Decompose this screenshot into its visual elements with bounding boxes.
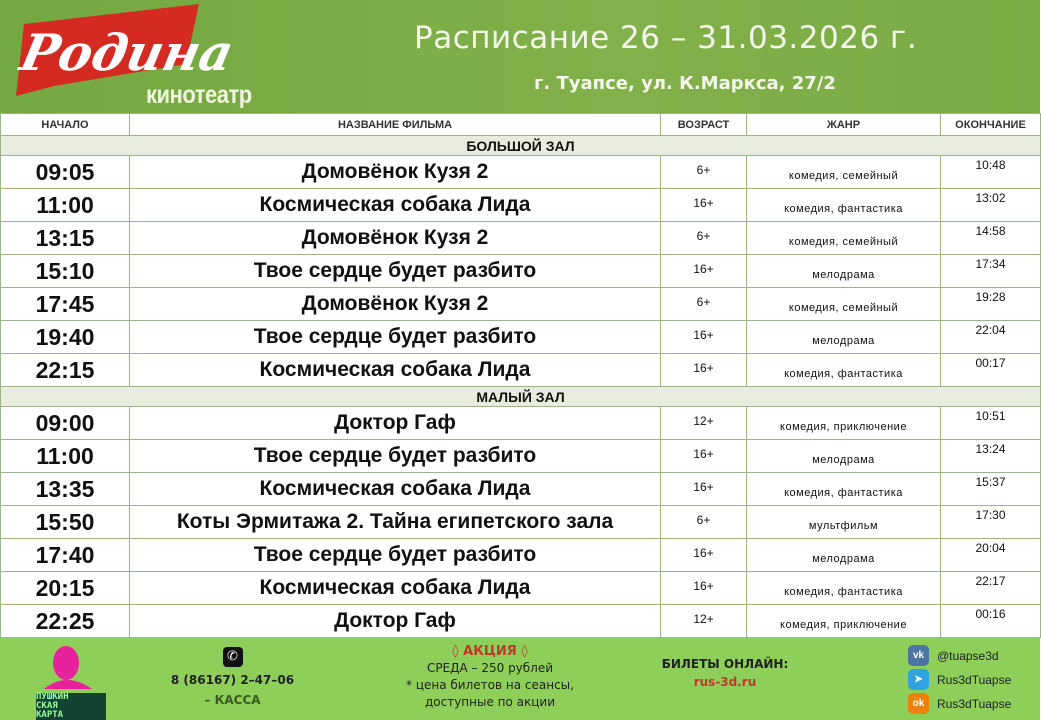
ok-icon: ok bbox=[908, 693, 929, 714]
end-time: 10:51 bbox=[941, 407, 1041, 440]
table-row[interactable] bbox=[1, 407, 1041, 440]
address: г. Туапсе, ул. К.Маркса, 27/2 bbox=[534, 73, 836, 94]
genre: комедия, фантастика bbox=[747, 354, 941, 387]
age-rating: 6+ bbox=[661, 288, 747, 321]
genre: комедия, фантастика bbox=[747, 572, 941, 605]
film-title: Космическая собака Лида bbox=[130, 572, 661, 605]
svg-text:Родина: Родина bbox=[15, 23, 239, 82]
end-time: 13:02 bbox=[941, 189, 1041, 222]
col-start: НАЧАЛО bbox=[1, 114, 130, 136]
genre: мелодрама bbox=[747, 321, 941, 354]
age-rating: 16+ bbox=[661, 539, 747, 572]
hall-row bbox=[1, 387, 1041, 407]
end-time: 20:04 bbox=[941, 539, 1041, 572]
end-time: 22:04 bbox=[941, 321, 1041, 354]
start-time: 22:25 bbox=[1, 605, 130, 638]
online-link[interactable]: rus-3d.ru bbox=[693, 675, 757, 689]
genre: комедия, фантастика bbox=[747, 473, 941, 506]
online-label: БИЛЕТЫ ОНЛАЙН: bbox=[661, 657, 789, 671]
table-row[interactable] bbox=[1, 321, 1041, 354]
age-rating: 16+ bbox=[661, 354, 747, 387]
end-time: 10:48 bbox=[941, 156, 1041, 189]
film-title: Коты Эрмитажа 2. Тайна египетского зала bbox=[130, 506, 661, 539]
age-rating: 12+ bbox=[661, 407, 747, 440]
start-time: 09:00 bbox=[1, 407, 130, 440]
start-time: 13:15 bbox=[1, 222, 130, 255]
film-title: Домовёнок Кузя 2 bbox=[130, 288, 661, 321]
pushkin-card-logo bbox=[36, 643, 110, 720]
col-title: НАЗВАНИЕ ФИЛЬМА bbox=[130, 114, 661, 136]
age-rating: 16+ bbox=[661, 440, 747, 473]
start-time: 17:40 bbox=[1, 539, 130, 572]
hall-name: МАЛЫЙ ЗАЛ bbox=[1, 387, 1041, 407]
table-row[interactable] bbox=[1, 440, 1041, 473]
social-handle: Rus3dTuapse bbox=[937, 696, 1012, 711]
genre: комедия, приключение bbox=[747, 407, 941, 440]
hall-name: БОЛЬШОЙ ЗАЛ bbox=[1, 136, 1041, 156]
genre: мелодрама bbox=[747, 539, 941, 572]
table-row[interactable] bbox=[1, 156, 1041, 189]
start-time: 17:45 bbox=[1, 288, 130, 321]
table-row[interactable] bbox=[1, 473, 1041, 506]
vk-icon: vk bbox=[908, 645, 929, 666]
age-rating: 6+ bbox=[661, 222, 747, 255]
film-title: Твое сердце будет разбито bbox=[130, 321, 661, 354]
table-row[interactable] bbox=[1, 354, 1041, 387]
pushkin-portrait-icon bbox=[36, 643, 110, 689]
table-row[interactable] bbox=[1, 255, 1041, 288]
film-title: Доктор Гаф bbox=[130, 407, 661, 440]
phone-number[interactable]: 8 (86167) 2–47–06 bbox=[170, 673, 295, 687]
end-time: 15:37 bbox=[941, 473, 1041, 506]
promo-line: доступные по акции bbox=[424, 695, 556, 709]
table-row[interactable] bbox=[1, 506, 1041, 539]
film-title: Твое сердце будет разбито bbox=[130, 440, 661, 473]
table-row[interactable] bbox=[1, 222, 1041, 255]
age-rating: 12+ bbox=[661, 605, 747, 638]
start-time: 13:35 bbox=[1, 473, 130, 506]
film-title: Твое сердце будет разбито bbox=[130, 539, 661, 572]
age-rating: 16+ bbox=[661, 321, 747, 354]
film-title: Космическая собака Лида bbox=[130, 473, 661, 506]
table-header bbox=[1, 114, 1041, 136]
start-time: 11:00 bbox=[1, 440, 130, 473]
end-time: 17:30 bbox=[941, 506, 1041, 539]
genre: мелодрама bbox=[747, 440, 941, 473]
promo-title: ◊ АКЦИЯ ◊ bbox=[452, 644, 528, 659]
subtitle: кинотеатр bbox=[146, 80, 252, 109]
age-rating: 16+ bbox=[661, 473, 747, 506]
end-time: 17:34 bbox=[941, 255, 1041, 288]
end-time: 13:24 bbox=[941, 440, 1041, 473]
genre: мультфильм bbox=[747, 506, 941, 539]
age-rating: 6+ bbox=[661, 156, 747, 189]
age-rating: 16+ bbox=[661, 572, 747, 605]
social-link[interactable] bbox=[908, 645, 999, 666]
table-row[interactable] bbox=[1, 605, 1041, 638]
footer bbox=[0, 637, 1040, 720]
film-title: Домовёнок Кузя 2 bbox=[130, 156, 661, 189]
telegram-icon: ➤ bbox=[908, 669, 929, 690]
pushkin-text: СКАЯ bbox=[36, 701, 58, 711]
end-time: 14:58 bbox=[941, 222, 1041, 255]
film-title: Космическая собака Лида bbox=[130, 189, 661, 222]
film-title: Космическая собака Лида bbox=[130, 354, 661, 387]
table-row[interactable] bbox=[1, 539, 1041, 572]
page-title: Расписание 26 – 31.03.2026 г. bbox=[414, 20, 918, 56]
film-title: Доктор Гаф bbox=[130, 605, 661, 638]
start-time: 11:00 bbox=[1, 189, 130, 222]
end-time: 00:16 bbox=[941, 605, 1041, 638]
film-title: Твое сердце будет разбито bbox=[130, 255, 661, 288]
genre: комедия, приключение bbox=[747, 605, 941, 638]
promo-block bbox=[380, 643, 600, 711]
genre: комедия, семейный bbox=[747, 288, 941, 321]
start-time: 20:15 bbox=[1, 572, 130, 605]
age-rating: 6+ bbox=[661, 506, 747, 539]
phone-block bbox=[150, 647, 315, 707]
start-time: 22:15 bbox=[1, 354, 130, 387]
pushkin-text: КАРТА bbox=[36, 710, 64, 720]
age-rating: 16+ bbox=[661, 255, 747, 288]
genre: комедия, фантастика bbox=[747, 189, 941, 222]
table-row[interactable] bbox=[1, 189, 1041, 222]
age-rating: 16+ bbox=[661, 189, 747, 222]
schedule-table bbox=[0, 113, 1041, 638]
hall-row bbox=[1, 136, 1041, 156]
header bbox=[0, 0, 1040, 113]
social-link[interactable] bbox=[908, 693, 1011, 714]
social-link[interactable] bbox=[908, 669, 1011, 690]
table-row[interactable] bbox=[1, 572, 1041, 605]
end-time: 00:17 bbox=[941, 354, 1041, 387]
online-block bbox=[650, 657, 800, 689]
col-end: ОКОНЧАНИЕ bbox=[941, 114, 1041, 136]
start-time: 09:05 bbox=[1, 156, 130, 189]
phone-label: – КАССА bbox=[204, 693, 261, 707]
genre: мелодрама bbox=[747, 255, 941, 288]
pushkin-text: ПУШКИН bbox=[36, 692, 69, 702]
end-time: 19:28 bbox=[941, 288, 1041, 321]
social-handle: Rus3dTuapse bbox=[937, 672, 1012, 687]
genre: комедия, семейный bbox=[747, 156, 941, 189]
start-time: 15:50 bbox=[1, 506, 130, 539]
table-row[interactable] bbox=[1, 288, 1041, 321]
film-title: Домовёнок Кузя 2 bbox=[130, 222, 661, 255]
social-handle: @tuapse3d bbox=[937, 648, 999, 663]
promo-line: СРЕДА – 250 рублей bbox=[426, 661, 554, 675]
promo-line: * цена билетов на сеансы, bbox=[406, 678, 574, 692]
end-time: 22:17 bbox=[941, 572, 1041, 605]
start-time: 19:40 bbox=[1, 321, 130, 354]
phone-icon: ✆ bbox=[223, 647, 243, 667]
col-age: ВОЗРАСТ bbox=[661, 114, 747, 136]
start-time: 15:10 bbox=[1, 255, 130, 288]
genre: комедия, семейный bbox=[747, 222, 941, 255]
col-genre: ЖАНР bbox=[747, 114, 941, 136]
